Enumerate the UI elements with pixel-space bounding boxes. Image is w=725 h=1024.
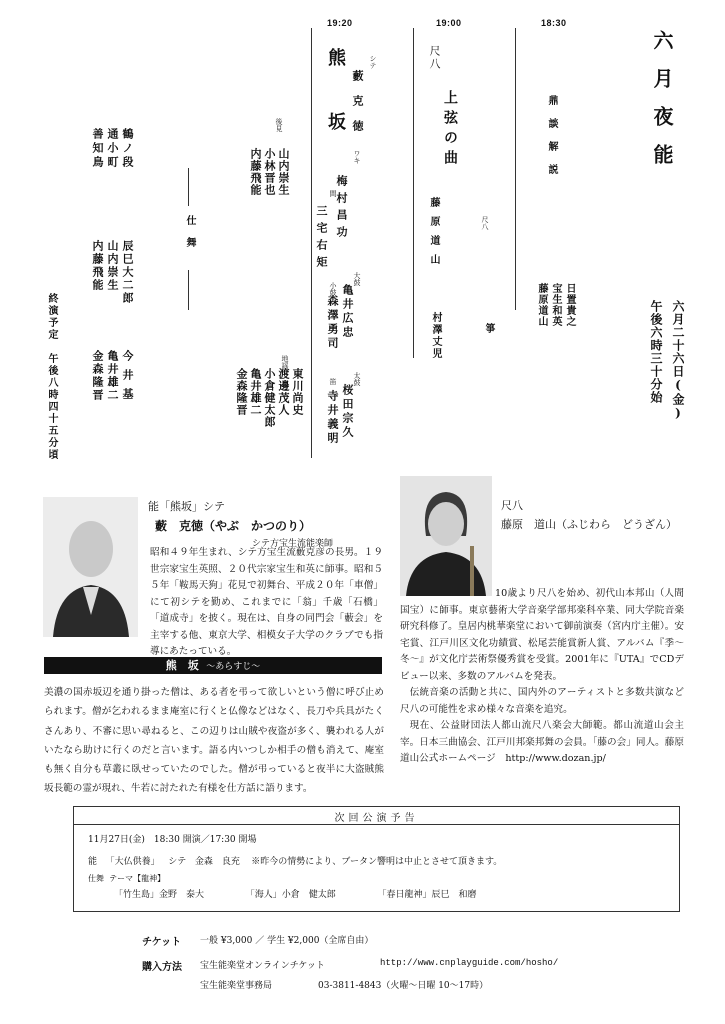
shimai-performer: 金森隆晋 — [91, 350, 104, 402]
taiko-performer: 桜田宗久 — [341, 384, 354, 440]
purchase-office: 宝生能楽堂事務局 — [200, 981, 273, 991]
jiutai-performer: 東川尚史 — [291, 368, 304, 416]
noh-title-a: 熊 — [328, 48, 346, 69]
notice-noh-performer: 金森 良充 — [194, 857, 240, 867]
ticket-label: チケット — [142, 937, 182, 948]
waki-role: ワキ — [353, 150, 361, 164]
notice-shimai-items — [114, 887, 477, 900]
synopsis-subheading: ～あらすじ～ — [206, 662, 261, 672]
purchase-label: 購入方法 — [142, 962, 182, 973]
koken-performer: 小林晋也 — [263, 148, 276, 196]
shakuhachi-title: 上弦の曲 — [442, 90, 458, 170]
shakuhachi-performer: 藤原道山 — [428, 197, 439, 273]
fue-performer: 寺井義明 — [326, 390, 339, 446]
koken-performer: 山内崇生 — [277, 148, 290, 196]
shite-role: シテ — [369, 55, 377, 69]
noh-profile-bio: 昭和４９年生まれ、シテ方宝生流藪克彦の長男。１９世宗家宝生英照、２０代宗家宝生和英に師事。昭和５５年「鞍馬天狗」花見で初舞台、平成２０年「車僧」にて初シテを勤め、これまでに「翁」千歳「石橋」「道成寺」を披く。現在は、自身の同門会「藪会」を主宰する他、東京大学、相模女子大学のクラブでも指導にあたっている。 — [150, 547, 383, 657]
taiko-role: 太鼓 — [353, 372, 361, 386]
notice-shimai-label: 仕舞 — [88, 874, 104, 883]
kotsuzumi-performer: 森澤勇司 — [326, 295, 339, 351]
end-time: 終演予定 午後八時四十五分頃 — [46, 293, 57, 461]
shakuhachi-role: 尺八 — [481, 216, 489, 230]
talk-speaker: 宝生和英 — [550, 283, 561, 327]
notice-shimai-theme: テーマ【龍神】 — [109, 874, 166, 883]
start-time: 午後六時三十分始 — [649, 300, 663, 404]
jiutai-performer: 亀井雄二 — [249, 368, 262, 416]
noh-title-b: 坂 — [328, 112, 346, 133]
shakuhachi-time: 19:00 — [436, 18, 462, 28]
purchase-url-link[interactable]: http://www.cnplayguide.com/hosho/ — [380, 958, 559, 968]
noh-profile-name: 藪 克徳（やぶ かつのり） — [155, 519, 312, 533]
notice-shimai-item: 「海人」小倉 健太郎 — [245, 890, 336, 900]
notice-noh-role: シテ — [168, 857, 187, 867]
next-performance-box — [73, 806, 680, 912]
jiutai-performer: 小倉健太郎 — [263, 368, 276, 428]
talk-speaker: 日置貴之 — [564, 283, 575, 327]
shimai-title: 鶴ノ段 — [121, 128, 134, 170]
notice-shimai-line — [88, 873, 165, 884]
notice-date: 11月27日(金) 18:30 開演／17:30 開場 — [88, 835, 257, 845]
shakuhachi-genre: 尺八 — [428, 45, 441, 71]
fue-role: 笛 — [329, 378, 337, 385]
synopsis-heading: 熊 坂 — [165, 659, 199, 672]
shakuhachi-profile-heading: 尺八 — [501, 499, 523, 512]
fujiwara-photo — [400, 476, 492, 596]
ticket-price: 一般 ¥3,000 ／ 学生 ¥2,000（全席自由） — [200, 936, 374, 946]
talk-speaker: 藤原道山 — [536, 283, 547, 327]
noh-profile-heading: 能「熊坂」シテ — [148, 500, 225, 513]
jiutai-role: 地謡 — [281, 355, 289, 369]
shimai-performer: 今井基 — [121, 350, 134, 407]
koken-role: 後見 — [275, 118, 283, 132]
shimai-cast: 辰巳大二郎 — [121, 240, 134, 305]
synopsis-text: 美濃の国赤坂辺を通り掛った僧は、ある者を弔って欲しいという僧に呼び止められます。僧が乞われるまま庵室に行くと仏像などはなく、長刀や兵具がたくさんあり、不審に思い尋ねると、この辺りは山賊や夜盗が多く、襲われる人がいたなら助けに行くのだと言います。語る内いつしか相手の僧も消えて、庵室も無く自分も草叢に臥せっていたのでした。僧が弔っていると夜半に大盗賊熊坂長範の霊が現れ、牛若に討たれた有様を仕方話に語ります。 — [44, 687, 384, 795]
koto-role: 箏 — [483, 323, 494, 333]
jiutai-performer: 金森隆晋 — [235, 368, 248, 416]
shimai-title: 善知鳥 — [91, 128, 104, 170]
event-date: 六月二十六日(金) — [671, 300, 685, 421]
shimai-title: 通小町 — [106, 128, 119, 170]
notice-noh-title: 「大仏供養」 — [105, 857, 160, 867]
notice-shimai-item: 「春日龍神」辰巳 和磨 — [377, 890, 477, 900]
ai-performer: 三宅右矩 — [315, 205, 328, 273]
shakuhachi-profile-bio: 10歳より尺八を始め、初代山本邦山（人間国宝）に師事。東京藝術大学音楽学部邦楽科卒業、同大学院音楽研究科修了。皇居内桃華楽堂において御前演奏（宮内庁主催）。安宅賞、江戸川区文化功績賞、松尾芸能賞新人賞、アルバム『季～冬～』が文化庁芸術祭優秀賞を受賞。2001年に『UTA』でCDデビュー以来、多数のアルバムを発表。 伝統音楽の活動と共に、国内外のアーティストと多数共演など尺八の可能性を求め様々な音楽を追究。 現在、公益財団法人都山流尺八楽会大師範。都山流道山会主宰。日本三曲協会、江戸川邦楽邦舞の会員。「藤の会」同人。藤原道山公式ホームページ http://www.dozan.jp/ — [400, 588, 684, 764]
purchase-phone: 03-3811-4843（火曜～日曜 10～17時） — [318, 981, 489, 991]
ootsuzumi-role: 大鼓 — [353, 272, 361, 286]
shite-performer: 藪克徳 — [351, 70, 364, 145]
notice-heading: 次回公演予告 — [334, 813, 419, 824]
shakuhachi-profile-name: 藤原 道山（ふじわら どうざん） — [501, 518, 677, 531]
waki-performer: 梅村昌功 — [335, 175, 348, 243]
koken-performer: 内藤飛能 — [249, 148, 262, 196]
purchase-online: 宝生能楽堂オンラインチケット — [200, 961, 325, 971]
shimai-cast: 山内崇生 — [106, 240, 119, 292]
shimai-cast: 内藤飛能 — [91, 240, 104, 292]
ootsuzumi-performer: 亀井広忠 — [341, 284, 354, 340]
notice-shimai-item: 「竹生島」金野 泰大 — [114, 890, 205, 900]
talk-time: 18:30 — [541, 18, 567, 28]
shimai-performer: 亀井雄二 — [106, 350, 119, 402]
synopsis-heading-bar — [44, 657, 382, 674]
notice-noh-label: 能 — [88, 857, 98, 867]
kotsuzumi-role: 小鼓 — [329, 282, 337, 296]
talk-title: 鼎談解説 — [546, 95, 557, 187]
notice-noh-line — [88, 854, 502, 867]
yabu-photo — [43, 497, 138, 637]
ai-role: 間 — [329, 190, 337, 197]
notice-noh-note: ※昨今の情勢により、ブータン響明は中止とさせて頂きます。 — [251, 857, 503, 867]
page-title: 六月夜能 — [650, 30, 674, 182]
jiutai-performer: 渡邊茂人 — [277, 368, 290, 416]
koto-performer: 村澤丈児 — [430, 312, 441, 360]
noh-time: 19:20 — [327, 18, 353, 28]
shimai-label: 仕舞 — [184, 215, 195, 259]
noh-profile-affiliation: シテ方宝生流能楽師 — [252, 539, 334, 549]
